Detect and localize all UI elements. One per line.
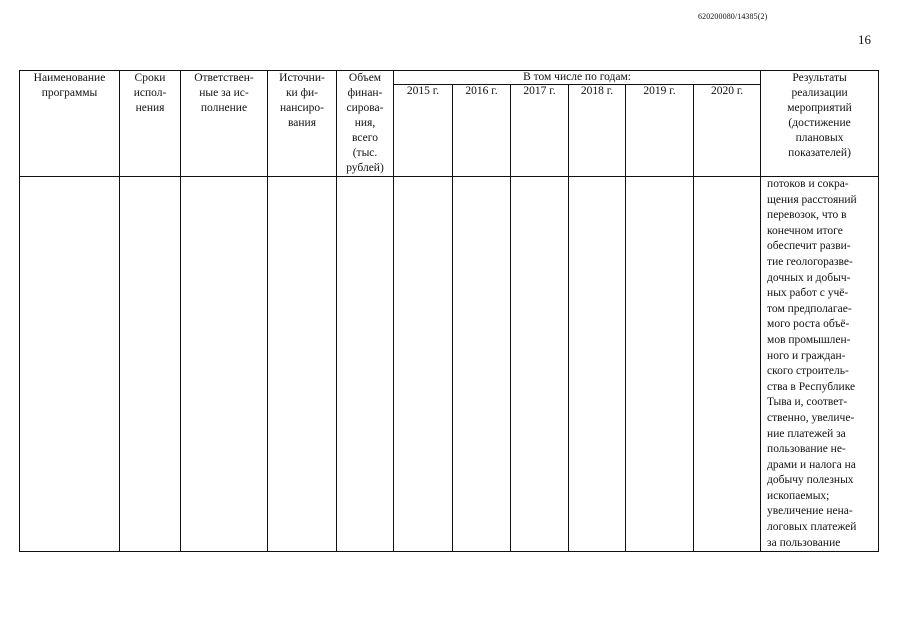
col-header-by-years: В том числе по годам:: [394, 71, 761, 85]
table-row: [20, 177, 879, 552]
cell-year: [511, 177, 569, 552]
col-header-sources: Источни- ки фи- нансиро- вания: [268, 71, 337, 177]
col-header-terms: Сроки испол- нения: [120, 71, 181, 177]
page-number: 16: [858, 32, 871, 47]
col-header-year: 2018 г.: [569, 85, 626, 177]
col-header-year: 2017 г.: [511, 85, 569, 177]
col-header-year: 2020 г.: [694, 85, 761, 177]
program-table: [19, 70, 879, 552]
cell-volume: [337, 177, 394, 552]
cell-name: [20, 177, 120, 552]
cell-sources: [268, 177, 337, 552]
cell-year: [626, 177, 694, 552]
header-row: [20, 71, 879, 85]
col-header-volume: Объем финан- сирова- ния, всего (тыс. рублей): [337, 71, 394, 177]
col-header-year: 2019 г.: [626, 85, 694, 177]
document-id: 620200080/14385(2): [698, 12, 768, 21]
cell-year: [569, 177, 626, 552]
col-header-responsible: Ответствен- ные за ис- полнение: [181, 71, 268, 177]
col-header-results: Результаты реализации мероприятий (достижение плановых показателей): [761, 71, 879, 177]
cell-results: потоков и сокра- щения расстояний перевозок, что в конечном итоге обеспечит разви- тие геологоразве- дочных и добыч- ных работ с учё- том предполагае- мого роста объё- мов промышлен- ного и граждан- ского строитель- ства в Республике Тыва и, соответ- ственно, увеличе- ние платежей за пользование не- драми и налога на добычу полезных ископаемых; увеличение нена- логовых платежей за пользование: [761, 177, 879, 552]
cell-year: [453, 177, 511, 552]
col-header-name: Наименование программы: [20, 71, 120, 177]
cell-year: [394, 177, 453, 552]
cell-terms: [120, 177, 181, 552]
col-header-year: 2015 г.: [394, 85, 453, 177]
col-header-year: 2016 г.: [453, 85, 511, 177]
cell-year: [694, 177, 761, 552]
cell-responsible: [181, 177, 268, 552]
